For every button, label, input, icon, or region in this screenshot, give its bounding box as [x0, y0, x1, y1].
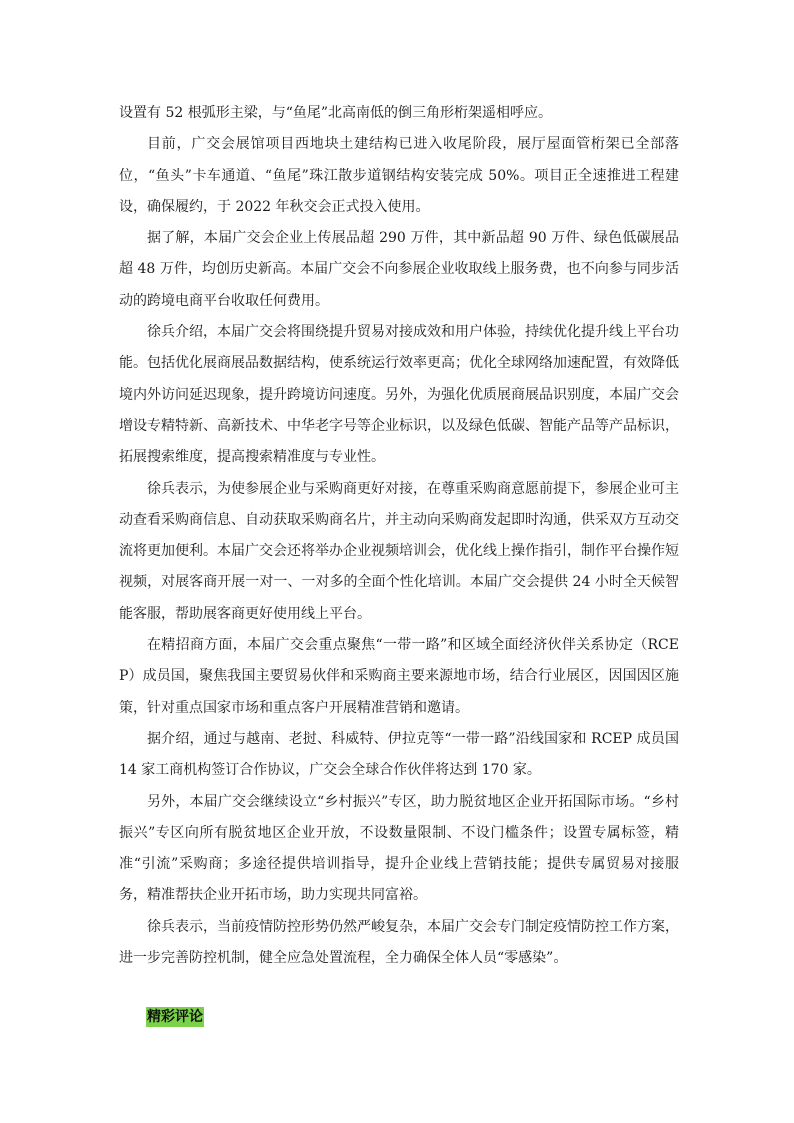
paragraph-1: 设置有 52 根弧形主梁，与“鱼尾”北高南低的倒三角形桁架遥相呼应。 [119, 105, 553, 121]
paragraph-7: 据介绍，通过与越南、老挝、科威特、伊拉克等“一带一路”沿线国家和 RCEP 成员国 14 家工商机构签订合作协议，广交会全球合作伙伴将达到 170 家。 [119, 730, 679, 779]
paragraph-9: 徐兵表示，当前疫情防控形势仍然严峻复杂，本届广交会专门制定疫情防控工作方案，进一步完善防控机制，健全应急处置流程，全力确保全体人员“零感染”。 [119, 918, 679, 967]
article-body [119, 98, 679, 974]
paragraph-8: 另外，本届广交会继续设立“乡村振兴”专区，助力脱贫地区企业开拓国际市场。“乡村振兴”专区向所有脱贫地区企业开放，不设数量限制、不设门槛条件；设置专属标签，精准“引流”采购商；多途径提供培训指导，提升企业线上营销技能；提供专属贸易对接服务，精准帮扶企业开拓市场，助力实现共同富裕。 [119, 793, 679, 904]
section-heading: 精彩评论 [147, 1009, 203, 1025]
paragraph-6: 在精招商方面，本届广交会重点聚焦“一带一路”和区域全面经济伙伴关系协定（RCEP）成员国，聚焦我国主要贸易伙伴和采购商主要来源地市场，结合行业展区，因国因区施策，针对重点国家市场和重点客户开展精准营销和邀请。 [119, 637, 679, 716]
paragraph-2: 目前，广交会展馆项目西地块土建结构已进入收尾阶段，展厅屋面管桁架已全部落位，“鱼头”卡车通道、“鱼尾”珠江散步道钢结构安装完成 50%。项目正全速推进工程建设，确保履约，于 2022 年秋交会正式投入使用。 [119, 136, 679, 215]
section-heading-container [146, 1006, 204, 1027]
paragraph-3: 据了解，本届广交会企业上传展品超 290 万件，其中新品超 90 万件、绿色低碳展品超 48 万件，均创历史新高。本届广交会不向参展企业收取线上服务费，也不向参与同步活动的跨境电商平台收取任何费用。 [119, 230, 679, 309]
paragraph-5: 徐兵表示，为使参展企业与采购商更好对接，在尊重采购商意愿前提下，参展企业可主动查看采购商信息、自动获取采购商名片，并主动向采购商发起即时沟通，供采双方互动交流将更加便利。本届广交会还将举办企业视频培训会，优化线上操作指引，制作平台操作短视频，对展客商开展一对一、一对多的全面个性化培训。本届广交会提供 24 小时全天候智能客服，帮助展客商更好使用线上平台。 [119, 480, 679, 622]
paragraph-4: 徐兵介绍，本届广交会将围绕提升贸易对接成效和用户体验，持续优化提升线上平台功能。包括优化展商展品数据结构，使系统运行效率更高；优化全球网络加速配置，有效降低境内外访问延迟现象，提升跨境访问速度。另外，为强化优质展商展品识别度，本届广交会增设专精特新、高新技术、中华老字号等企业标识，以及绿色低碳、智能产品等产品标识，拓展搜索维度，提高搜索精准度与专业性。 [119, 324, 679, 466]
